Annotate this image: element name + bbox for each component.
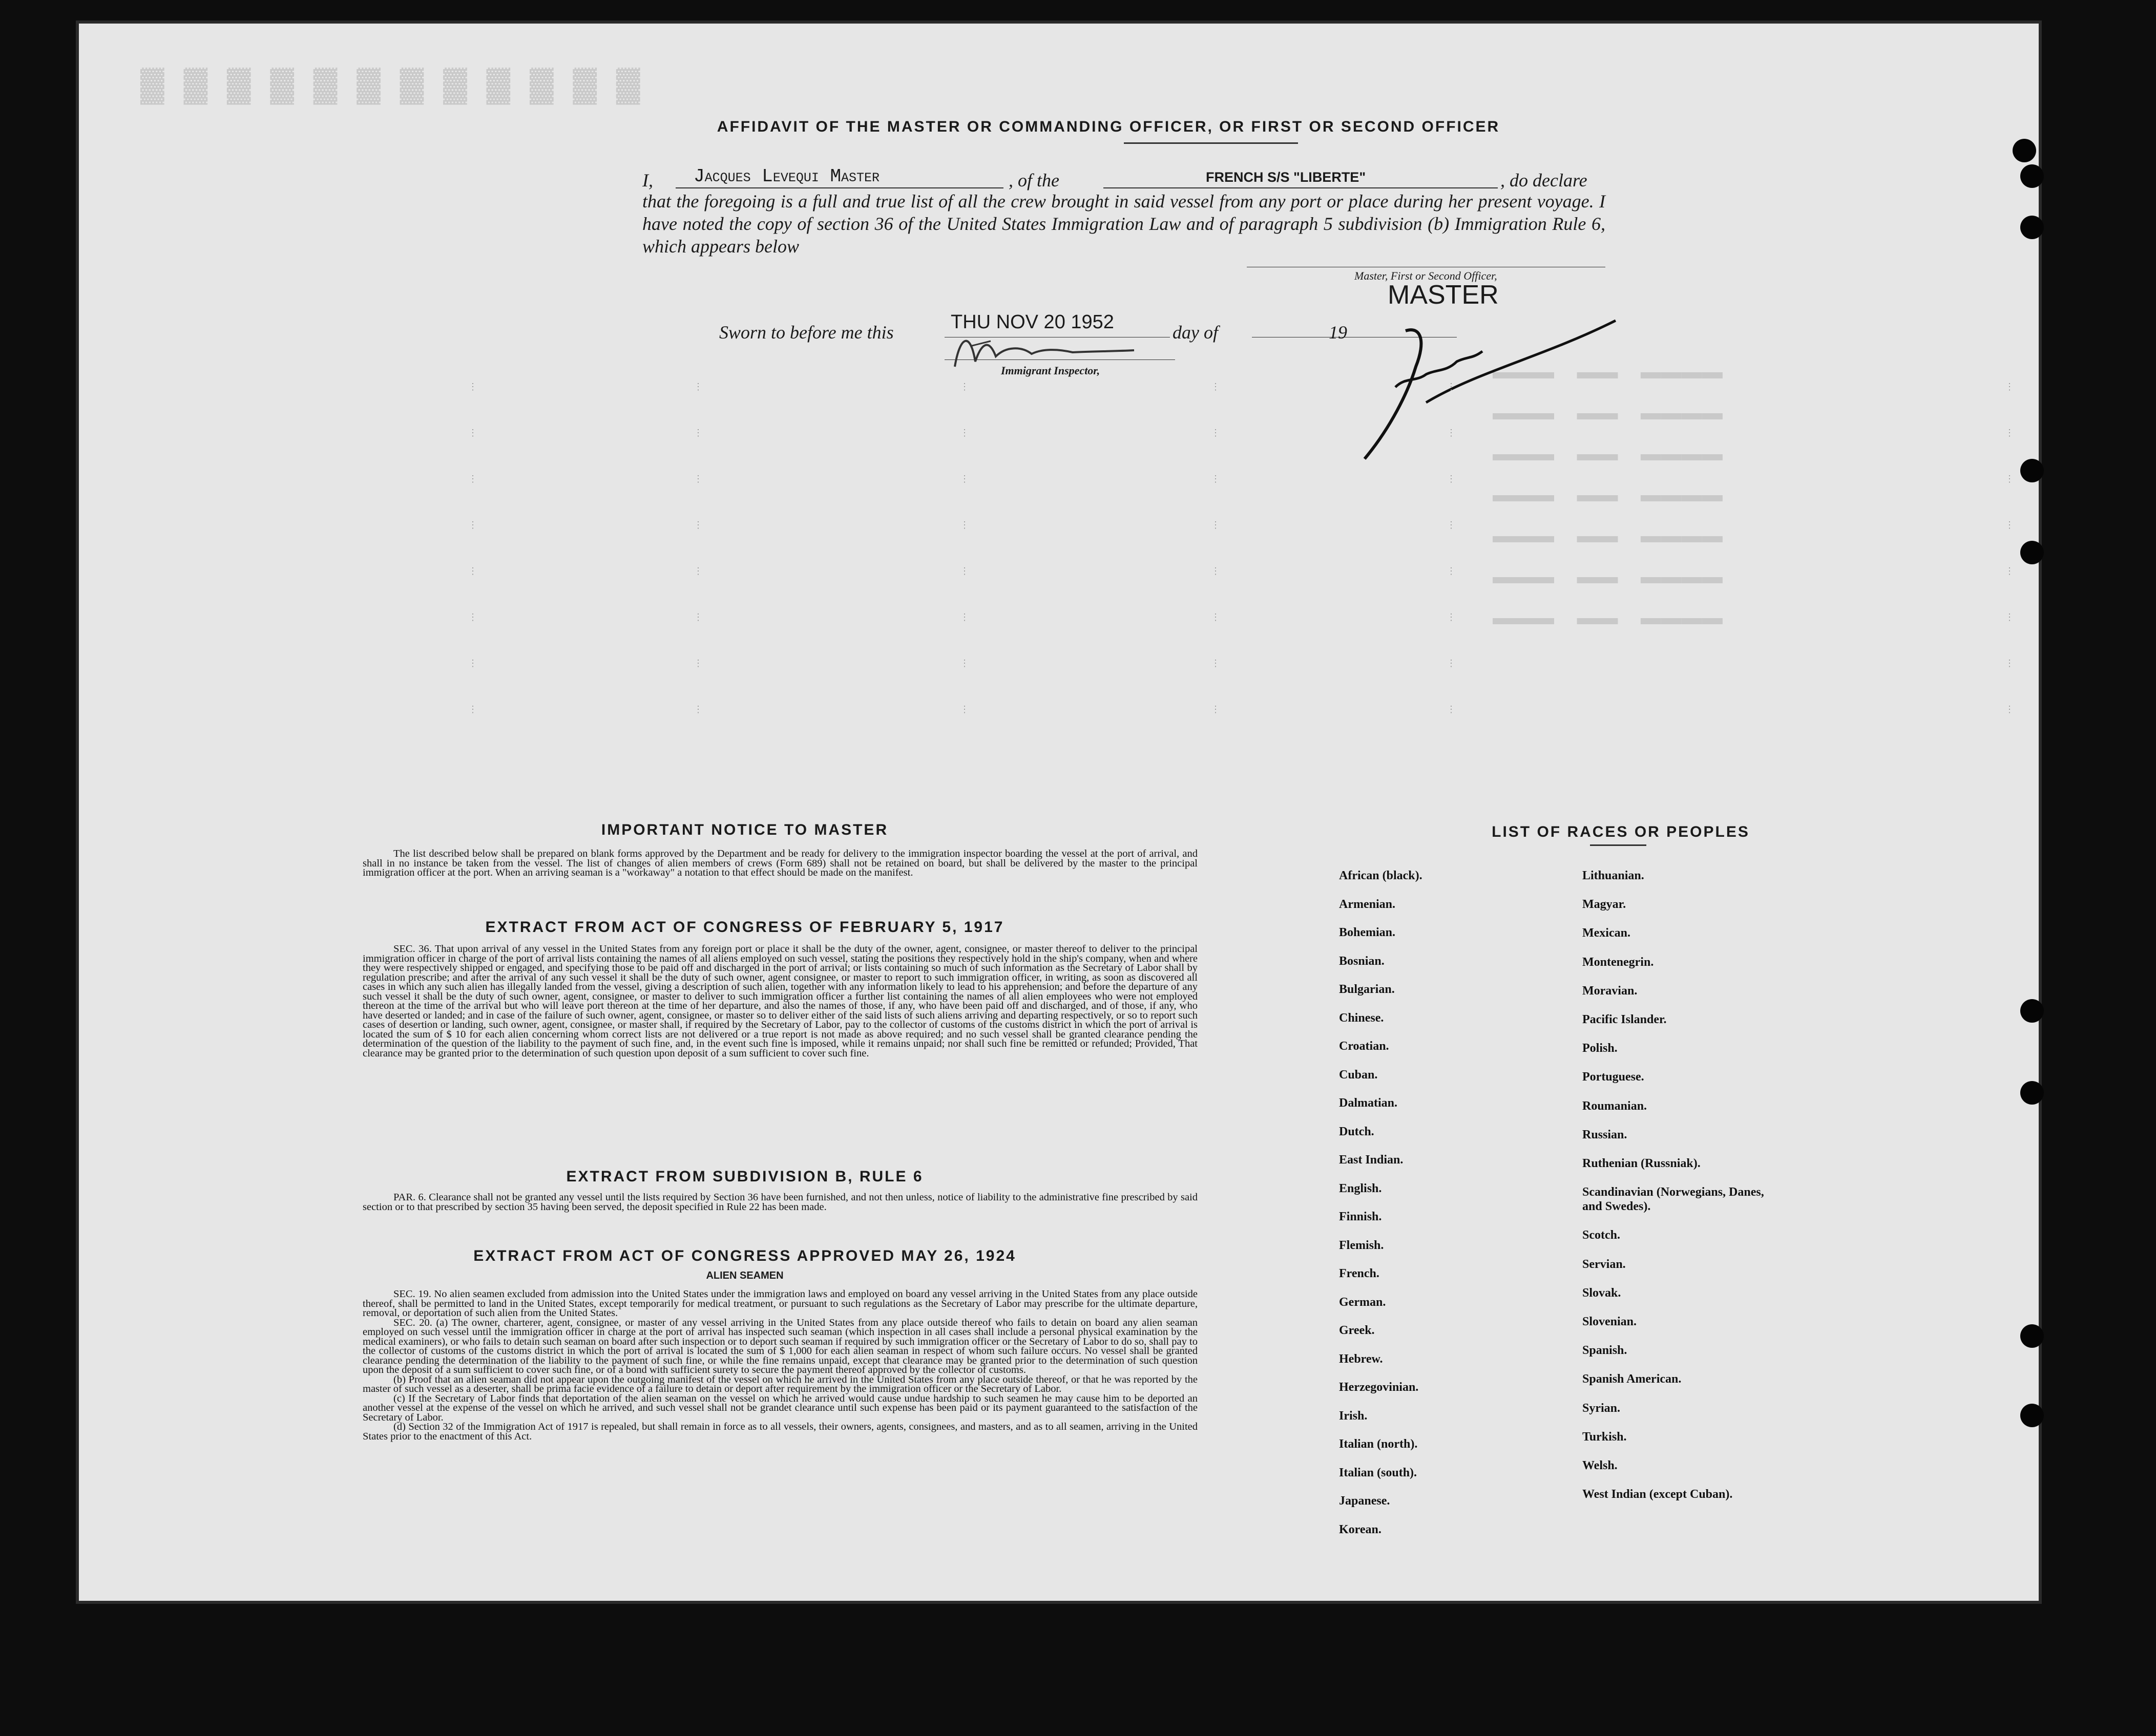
master-signature: [1349, 310, 1636, 474]
race-item: Portuguese.: [1582, 1070, 1644, 1084]
race-item: Herzegovinian.: [1339, 1381, 1419, 1394]
bleed-through-header: ▓ ▓ ▓ ▓ ▓ ▓ ▓ ▓ ▓ ▓ ▓ ▓: [140, 65, 645, 102]
race-item: Flemish.: [1339, 1238, 1384, 1252]
punch-hole: [2013, 139, 2036, 162]
affidavit-title: AFFIDAVIT OF THE MASTER OR COMMANDING OFFICER, OR FIRST OR SECOND OFFICER: [717, 118, 1500, 135]
do-declare-text: , do declare: [1500, 170, 1587, 190]
document-page: [76, 20, 2042, 1604]
race-item: African (black).: [1339, 869, 1422, 882]
race-item: Italian (south).: [1339, 1466, 1417, 1479]
punch-hole: [2020, 164, 2044, 188]
race-item: Ruthenian (Russniak).: [1582, 1157, 1701, 1170]
section-19-text: SEC. 19. No alien seamen excluded from admission into the United States under the immigration laws and employed on board any vessel arriving in the United States from any place outside thereof, shall be permitted to land in the United States, except temporarily for medical treatment, or pursuant to such regulations as the Secretary of Labor may prescribe for the ultimate departure, removal, or deportation of such alien from the United States.: [363, 1288, 1198, 1319]
extract-1917-text: SEC. 36. That upon arrival of any vessel in the United States from any foreign port or place it shall be the duty of the owner, agent, consignee, or master thereof to deliver to the principal immigration officer in charge of the port of arrival lists containing the names of all aliens employed on such vessel, stating the positions they respectively hold in the ship's company, when and where they were respectively shipped or engaged, and specifying those to be paid off and discharged in the port of arrival; or lists containing so much of such information as the Secretary of Labor shall by regulation prescribe; and after the arrival of any such vessel it shall be the duty of such owner, agent consignee, or master to report to such immigration officer, in writing, as soon as discovered all cases in which any such alien has illegally landed from the vessel, giving a description of such alien, together with any information likely to lead to his apprehension; and before the departure of any such vessel it shall be the duty of such owner, agent, consignee, or master to deliver to such immigration officer a further list containing the names of all alien employees who were not employed thereon at the time of the arrival but who will leave port thereon at the time of her departure, and also the names of those, if any, who have been paid off and discharged, and of those, if any, who have deserted or landed; and in case of the failure of such owner, agent, consignee, or master so to deliver either of the said lists of such aliens arriving and departing respectively, or so to report such cases of desertion or landing, such owner, agent, consignee, or master shall, if required by the Secretary of Labor, pay to the collector of customs of the customs district in which the port of arrival is located the sum of $ 10 for each alien concerning whom correct lists are not delivered or a true report is not made as above required; and no such vessel shall be granted clearance pending the determination of the question of the liability to the payment of such fine, and, in the event such fine is imposed, while it remains unpaid; nor shall such fine be remitted or refunded; Provided, That clearance may be granted prior to the determination of such question upon deposit of a sum sufficient to cover such fine.: [363, 943, 1198, 1059]
race-item: Italian (north).: [1339, 1437, 1418, 1451]
rule6-text: PAR. 6. Clearance shall not be granted any vessel until the lists required by Section 36 have been furnished, and not then unless, notice of liability to the administrative fine prescribed by said section or to that prescribed by section 35 having been served, the deposit specified in Rule 22 has been made.: [363, 1192, 1198, 1213]
race-item: French.: [1339, 1267, 1379, 1280]
ruled-column-dots: ⋮ ⋮ ⋮ ⋮ ⋮ ⋮ ⋮ ⋮: [468, 382, 477, 714]
extract-1917-title: EXTRACT FROM ACT OF CONGRESS OF FEBRUARY 5, 1917: [485, 919, 1004, 936]
race-item: Scandinavian (Norwegians, Danes, and Swedes).: [1582, 1185, 1764, 1214]
day-of-text: day of: [1173, 322, 1218, 343]
punch-hole: [2020, 999, 2044, 1023]
race-item: Slovak.: [1582, 1286, 1621, 1300]
race-item: Armenian.: [1339, 897, 1395, 911]
race-item: Finnish.: [1339, 1210, 1382, 1223]
affidavit-body: that the foregoing is a full and true list of all the crew brought in said vessel from any port or place during her present voyage. I have noted the copy of section 36 of the United States Immigration Law and of paragraph 5 subdivision (b) Immigration Rule 6, which appears below: [642, 191, 1605, 257]
punch-hole: [2020, 216, 2044, 239]
race-item: Magyar.: [1582, 898, 1626, 912]
ruled-column-dots: ⋮ ⋮ ⋮ ⋮ ⋮ ⋮ ⋮ ⋮: [960, 382, 969, 714]
title-underline: [1124, 142, 1298, 144]
race-item: Dutch.: [1339, 1125, 1374, 1138]
inspector-label: Immigrant Inspector,: [1001, 364, 1100, 377]
punch-hole: [2020, 1324, 2044, 1348]
race-item: Dalmatian.: [1339, 1096, 1397, 1110]
race-item: English.: [1339, 1181, 1382, 1195]
race-item: Bulgarian.: [1339, 983, 1395, 996]
section-20a-text: SEC. 20. (a) The owner, charterer, agent, consignee, or master of any vessel arriving in the United States from any place outside thereof who fails to detain on board any alien seaman employed on such vessel until the immigration officer in charge at the port of arrival has inspected such seaman (which inspection in all cases shall include a personal physical examination by the medical examiners), or who fails to detain such seaman on board after such inspection or to deport such seaman if required by such immigration officer or the Secretary of Labor to do so, shall pay to the collector of customs of the customs district in which the port of arrival is located the sum of $ 1,000 for each alien seaman in respect of whom such failure occurs. No vessel shall be granted clearance pending the determination of the liability to the payment of such fine, or while the fine remains unpaid, except that clearance may be granted prior to the determination of such question upon the deposit of a sum sufficient to cover such fine, or of a bond with sufficient surety to secure the payment thereof approved by the collector of customs.: [363, 1317, 1198, 1375]
race-item: West Indian (except Cuban).: [1582, 1488, 1733, 1501]
sworn-date-stamp: THU NOV 20 1952: [951, 311, 1114, 333]
race-item: Slovenian.: [1582, 1315, 1637, 1328]
race-item: Spanish American.: [1582, 1372, 1682, 1386]
punch-hole: [2020, 1081, 2044, 1105]
sworn-prefix: Sworn to before me this: [719, 322, 894, 343]
race-item: Russian.: [1582, 1128, 1627, 1141]
race-item: Lithuanian.: [1582, 869, 1644, 882]
race-item: Roumanian.: [1582, 1099, 1647, 1113]
year-prefix: 19: [1329, 322, 1347, 343]
alien-seamen-subtitle: ALIEN SEAMEN: [706, 1270, 784, 1281]
race-item: Polish.: [1582, 1042, 1618, 1055]
vessel-line: [1103, 187, 1498, 188]
punch-hole: [2020, 541, 2044, 564]
punch-hole: [2020, 1404, 2044, 1427]
race-item: Welsh.: [1582, 1459, 1618, 1472]
notice-text: The list described below shall be prepared on blank forms approved by the Department and be ready for delivery to the immigration inspector boarding the vessel at the port of arrival, and shall in no instance be taken from the vessel. The list of changes of alien members of crews (Form 689) shall not be retained on board, but shall be delivered by the master to the principal immigration officer at the port. When an arriving seaman is a "workaway" a notation to that effect should be made on the manifest.: [363, 848, 1198, 878]
ruled-column-dots: ⋮ ⋮ ⋮ ⋮ ⋮ ⋮ ⋮ ⋮: [694, 382, 703, 714]
race-item: Servian.: [1582, 1257, 1626, 1271]
extract-1924-body: [363, 1289, 1198, 1441]
inspector-signature: [939, 326, 1155, 382]
race-item: Turkish.: [1582, 1430, 1627, 1444]
rule6-title: EXTRACT FROM SUBDIVISION B, RULE 6: [566, 1168, 924, 1185]
race-item: Scotch.: [1582, 1229, 1620, 1242]
of-the-text: , of the: [1009, 170, 1059, 190]
race-item: Chinese.: [1339, 1011, 1384, 1025]
race-item: Spanish.: [1582, 1344, 1627, 1358]
race-item: Montenegrin.: [1582, 955, 1654, 969]
race-item: Hebrew.: [1339, 1352, 1383, 1366]
ruled-column-dots: ⋮ ⋮ ⋮ ⋮ ⋮ ⋮ ⋮ ⋮: [2005, 382, 2014, 714]
name-line: [676, 187, 1003, 188]
race-item: Korean.: [1339, 1522, 1381, 1536]
race-item: Syrian.: [1582, 1401, 1621, 1415]
race-item: Pacific Islander.: [1582, 1013, 1667, 1026]
race-item: Mexican.: [1582, 926, 1630, 940]
section-20b-text: (b) Proof that an alien seaman did not appear upon the outgoing manifest of the vessel on which he arrived in the United States from any place outside thereof, or that he was reported by the master of such vessel as a deserter, shall be prima facie evidence of a failure to detain or deport after requirement by the immigration officer or the Secretary of Labor.: [363, 1373, 1198, 1394]
section-20d-text: (d) Section 32 of the Immigration Act of 1917 is repealed, but shall remain in force as to all vessels, their owners, agents, consignees, and masters, and as to all seamen, arriving in the United States prior to the enactment of this Act.: [363, 1421, 1198, 1442]
master-stamp: MASTER: [1388, 280, 1499, 310]
vessel-name: FRENCH S/S "LIBERTE": [1206, 170, 1366, 185]
race-item: Croatian.: [1339, 1040, 1389, 1053]
notice-title: IMPORTANT NOTICE TO MASTER: [601, 821, 889, 838]
punch-hole: [2020, 459, 2044, 482]
race-item: Bosnian.: [1339, 954, 1385, 968]
section-20c-text: (c) If the Secretary of Labor finds that deportation of the alien seaman on the vessel on which he arrived would cause undue hardship to such seamen he may cause him to be deported an another vessel at the expense of the vessel on which he arrived, and such vessel shall not be grandet clearance until such expense has been paid or its payment guaranteed to the satisfaction of the Secretary of Labor.: [363, 1392, 1198, 1423]
races-title: LIST OF RACES OR PEOPLES: [1492, 823, 1750, 840]
affidavit-i: I,: [642, 170, 653, 190]
race-item: East Indian.: [1339, 1153, 1404, 1167]
bleed-through-column: ▬▬▬ ▬▬ ▬▬▬▬ ▬▬▬ ▬▬ ▬▬▬▬ ▬▬▬ ▬▬ ▬▬▬▬ ▬▬▬ ▬▬ ▬▬▬▬ ▬▬▬ ▬▬ ▬▬▬▬ ▬▬▬ ▬▬ ▬▬▬▬ ▬▬▬ ▬▬ ▬▬▬▬: [1493, 361, 1723, 629]
ruled-column-dots: ⋮ ⋮ ⋮ ⋮ ⋮ ⋮ ⋮ ⋮: [1211, 382, 1220, 714]
master-name: Jacques Levequi Master: [694, 166, 880, 187]
race-item: German.: [1339, 1295, 1386, 1309]
race-item: Cuban.: [1339, 1068, 1378, 1082]
ruled-column-dots: ⋮ ⋮ ⋮ ⋮ ⋮ ⋮ ⋮ ⋮: [1447, 382, 1456, 714]
race-item: Bohemian.: [1339, 926, 1396, 939]
master-label: Master, First or Second Officer,: [1354, 269, 1497, 282]
race-item: Japanese.: [1339, 1494, 1390, 1508]
extract-1924-title: EXTRACT FROM ACT OF CONGRESS APPROVED MAY 26, 1924: [473, 1247, 1016, 1264]
race-item: Greek.: [1339, 1324, 1375, 1337]
races-title-underline: [1590, 844, 1646, 846]
race-item: Moravian.: [1582, 984, 1638, 998]
race-item: Irish.: [1339, 1409, 1368, 1423]
